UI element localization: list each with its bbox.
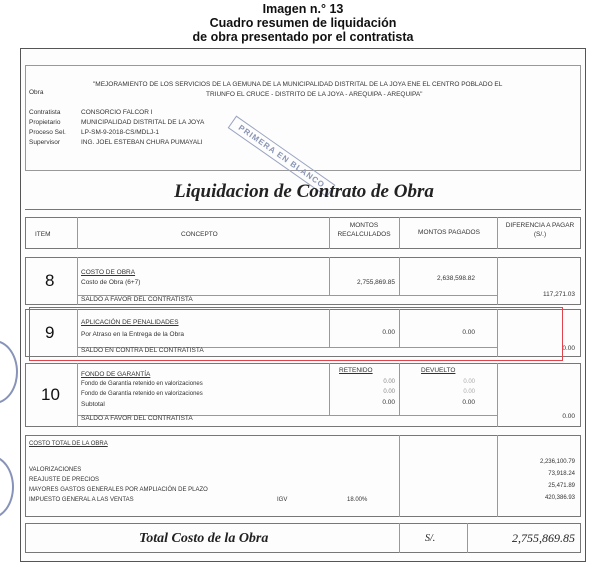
highlight-box: [29, 307, 563, 361]
seal-graphic-2: [0, 455, 14, 519]
item-10-line-2: Fondo de Garantía retenido en valorizaciones: [81, 391, 203, 397]
propietario-label: Propietario: [29, 119, 61, 126]
propietario-value: MUNICIPALIDAD DISTRITAL DE LA JOYA: [81, 119, 205, 126]
retenido-header: RETENIDO: [339, 367, 373, 374]
item-10-dev-1: 0.00: [463, 379, 475, 385]
igv-label: IGV: [277, 497, 288, 503]
igv-value: 420,386.93: [544, 495, 575, 501]
item-8-title: COSTO DE OBRA: [81, 269, 136, 276]
item-9-line: Por Atraso en la Entrega de la Obra: [81, 331, 184, 338]
item-8-diff: 117,271.03: [542, 291, 575, 298]
total-currency: S/.: [425, 533, 436, 544]
igv-row-label: IMPUESTO GENERAL A LAS VENTAS: [29, 497, 134, 503]
reajuste-label: REAJUSTE DE PRECIOS: [29, 477, 100, 483]
col-montos-recalculados: MONTOS RECALCULADOS: [337, 222, 391, 238]
valorizaciones-value: 2,236,100.79: [539, 459, 575, 465]
item-10-dev-2: 0.00: [463, 389, 475, 395]
caption-line-3: de obra presentado por el contratista: [192, 30, 414, 44]
item-8-recalc: 2,755,869.85: [357, 279, 395, 286]
item-10-line-1: Fondo de Garantía retenido en valorizaciones: [81, 381, 203, 387]
item-10-saldo: SALDO A FAVOR DEL CONTRATISTA: [81, 415, 193, 422]
item-10-subtotal-label: Subtotal: [81, 401, 105, 408]
col-item: ITEM: [35, 231, 51, 238]
item-10-ret-1: 0.00: [383, 379, 395, 385]
item-8-paid: 2,638,598.82: [437, 275, 475, 282]
proceso-value: LP-SM-9-2018-CS/MDLJ-1: [81, 129, 160, 136]
caption-line-1: Imagen n.° 13: [262, 2, 344, 16]
item-10-ret-sub: 0.00: [382, 399, 395, 406]
caption-line-2: Cuadro resumen de liquidación: [209, 16, 397, 30]
obra-label: Obra: [29, 89, 44, 96]
item-8-number: 8: [45, 271, 55, 290]
item-10-diff: 0.00: [562, 413, 575, 420]
seal-graphic: [0, 340, 18, 404]
item-8-saldo: SALDO A FAVOR DEL CONTRATISTA: [81, 296, 193, 303]
obra-line-1: "MEJORAMIENTO DE LOS SERVICIOS DE LA GEMUNA DE LA MUNICIPALIDAD DISTRITAL DE LA JOYA ENE EL CENTRO POBLADO EL: [93, 81, 503, 88]
item-8-line: Costo de Obra (6+7): [81, 279, 141, 286]
item-10-dev-sub: 0.00: [462, 399, 475, 406]
item-9-saldo: SALDO EN CONTRA DEL CONTRATISTA: [81, 347, 204, 354]
total-label: Total Costo de la Obra: [139, 531, 269, 546]
contratista-label: Contratista: [29, 109, 61, 116]
col-montos-pagados: MONTOS PAGADOS: [418, 229, 480, 236]
reajuste-value: 73,918.24: [548, 471, 575, 477]
mayores-gastos-label: MAYORES GASTOS GENERALES POR AMPLIACIÓN DE PLAZO: [29, 487, 208, 493]
contratista-value: CONSORCIO FALCOR I: [81, 109, 153, 116]
col-diferencia: DIFERENCIA A PAGAR (S/.): [505, 222, 575, 238]
supervisor-value: ING. JOEL ESTEBAN CHURA PUMAYALI: [81, 139, 203, 146]
costo-total-title: COSTO TOTAL DE LA OBRA: [29, 441, 108, 447]
item-10-title: FONDO DE GARANTÍA: [81, 371, 151, 378]
item-9-recalc: 0.00: [382, 329, 395, 336]
item-9-paid: 0.00: [462, 329, 475, 336]
col-concepto: CONCEPTO: [181, 231, 218, 238]
mayores-gastos-value: 25,471.89: [548, 483, 575, 489]
item-9-title: APLICACIÓN DE PENALIDADES: [81, 319, 179, 326]
item-9-number: 9: [45, 323, 55, 342]
obra-line-2: TRIUNFO EL CRUCE - DISTRITO DE LA JOYA - AREQUIPA - AREQUIPA": [206, 91, 423, 98]
supervisor-label: Supervisor: [29, 139, 61, 146]
item-10-number: 10: [41, 385, 60, 404]
item-10-ret-2: 0.00: [383, 389, 395, 395]
item-9-diff: 0.00: [562, 345, 575, 352]
liquidation-sheet: [20, 48, 586, 562]
igv-rate: 18.00%: [347, 497, 368, 503]
stamp-primera-en-blanco: PRIMERA EN BLANCO: [228, 116, 336, 198]
page-title: Liquidacion de Contrato de Obra: [174, 181, 434, 202]
total-value: 2,755,869.85: [512, 531, 575, 545]
devuelto-header: DEVUELTO: [421, 367, 456, 374]
proceso-label: Proceso Sel.: [29, 129, 66, 136]
valorizaciones-label: VALORIZACIONES: [29, 467, 82, 473]
